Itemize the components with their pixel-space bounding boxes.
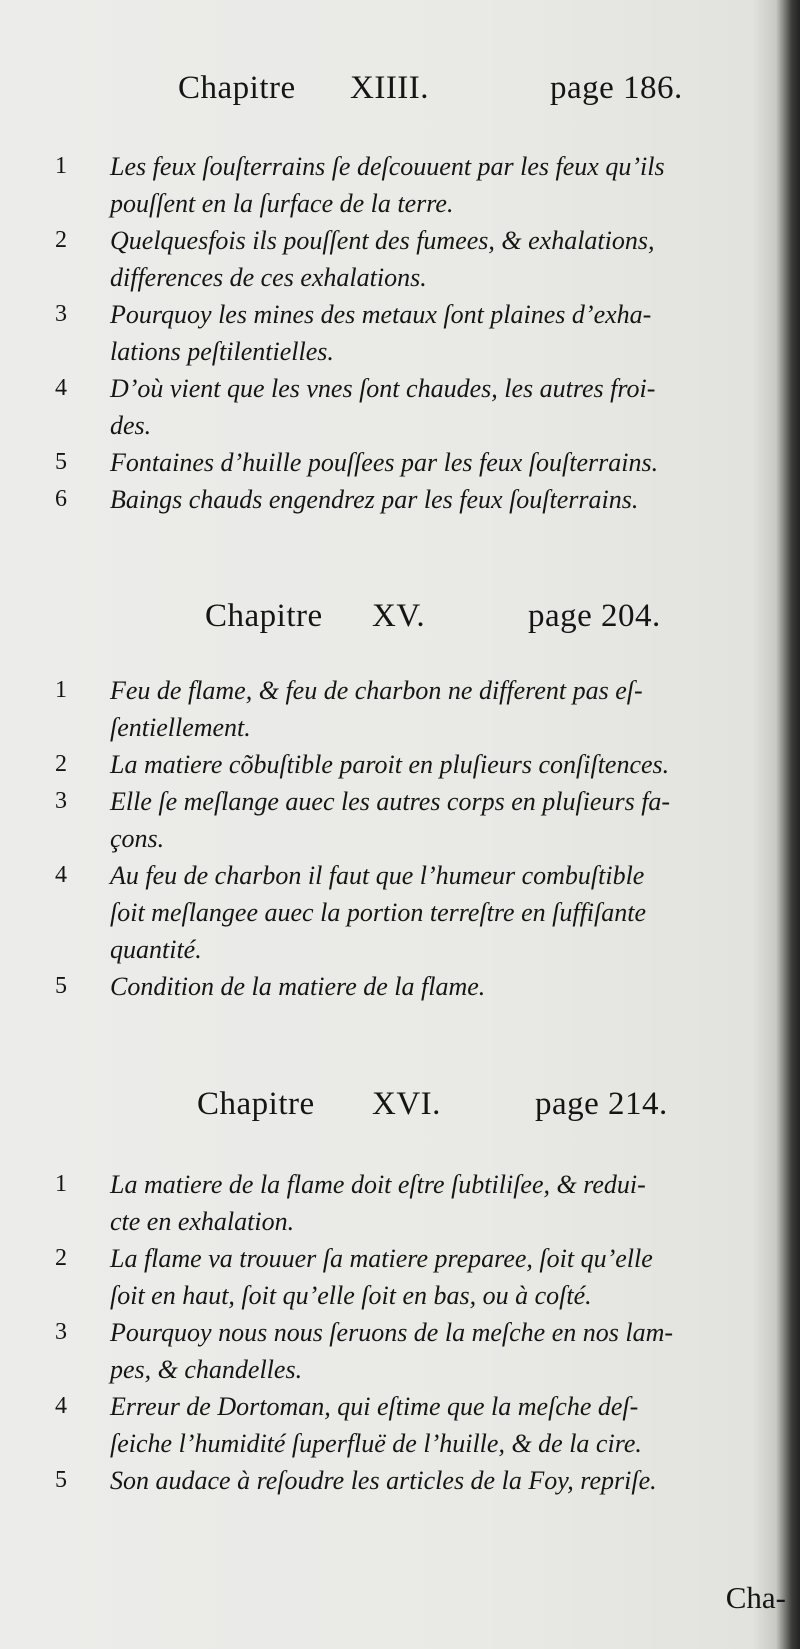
item-line: cte en exhalation. [110, 1207, 295, 1236]
list-item [55, 672, 790, 746]
item-line: pes, & chandelles. [110, 1355, 303, 1384]
item-line: La matiere de la flame doit eſtre ſubtiliſee, & redui- [110, 1170, 646, 1199]
item-line: lations peſtilentielles. [110, 337, 334, 366]
list-item [55, 1166, 790, 1240]
chapter-numeral: XV. [372, 598, 426, 634]
list-item [55, 968, 790, 1005]
item-line: Erreur de Dortoman, qui eſtime que la meſche deſ- [110, 1392, 639, 1421]
item-number: 3 [55, 301, 67, 327]
list-item [55, 148, 790, 222]
item-line: ſentiellement. [110, 713, 251, 742]
list-item [55, 370, 790, 444]
chapter-page: page 204. [528, 598, 661, 634]
item-line: Son audace à reſoudre les articles de la Foy, repriſe. [110, 1466, 657, 1495]
item-line: La matiere cõbuſtible paroit en pluſieurs conſiſtences. [110, 750, 670, 779]
chapter-summary-list [55, 148, 790, 518]
item-line: ſeiche l’humidité ſuperfluë de l’huille, & de la cire. [110, 1429, 642, 1458]
item-number: 4 [55, 862, 67, 888]
item-line: Baings chauds engendrez par les feux ſouſterrains. [110, 485, 639, 514]
item-number: 4 [55, 1393, 67, 1419]
item-line: Fontaines d’huille pouſſees par les feux ſouſterrains. [110, 448, 659, 477]
chapter-numeral: XIIII. [350, 70, 430, 106]
chapter-title: Chapitre [178, 70, 296, 106]
list-item [55, 783, 790, 857]
list-item [55, 857, 790, 968]
item-number: 5 [55, 973, 67, 999]
chapter-title: Chapitre [197, 1086, 315, 1122]
catchword: Cha- [725, 1580, 786, 1615]
item-number: 1 [55, 1171, 67, 1197]
chapter-numeral: XVI. [372, 1086, 441, 1122]
item-line: Elle ſe meſlange auec les autres corps en pluſieurs fa- [110, 787, 671, 816]
item-line: Pourquoy nous nous ſeruons de la meſche en nos lam- [110, 1318, 674, 1347]
item-number: 6 [55, 486, 67, 512]
list-item [55, 444, 790, 481]
item-line: ſoit meſlangee auec la portion terreſtre en ſuffiſante [110, 898, 647, 927]
item-line: La flame va trouuer ſa matiere preparee, ſoit qu’elle [110, 1244, 653, 1273]
chapter-page: page 214. [535, 1086, 668, 1122]
list-item [55, 1462, 790, 1499]
list-item [55, 481, 790, 518]
list-item [55, 296, 790, 370]
item-number: 1 [55, 153, 67, 179]
item-line: differences de ces exhalations. [110, 263, 427, 292]
item-number: 5 [55, 449, 67, 475]
item-line: D’où vient que les vnes ſont chaudes, les autres froi- [110, 374, 656, 403]
item-line: Feu de flame, & feu de charbon ne different pas eſ- [110, 676, 643, 705]
chapter-summary-list [55, 1166, 790, 1499]
item-line: Pourquoy les mines des metaux ſont plaines d’exha- [110, 300, 652, 329]
list-item [55, 746, 790, 783]
item-line: Les feux ſouſterrains ſe deſcouuent par les feux qu’ils [110, 152, 665, 181]
item-number: 2 [55, 227, 67, 253]
list-item [55, 222, 790, 296]
item-line: çons. [110, 824, 165, 853]
item-line: pouſſent en la ſurface de la terre. [110, 189, 454, 218]
item-number: 2 [55, 751, 67, 777]
chapter-page: page 186. [550, 70, 683, 106]
chapter-title: Chapitre [205, 598, 323, 634]
item-number: 5 [55, 1467, 67, 1493]
item-line: Au feu de charbon il faut que l’humeur combuſtible [110, 861, 645, 890]
item-number: 3 [55, 788, 67, 814]
list-item [55, 1388, 790, 1462]
item-line: ſoit en haut, ſoit qu’elle ſoit en bas, ou à coſté. [110, 1281, 592, 1310]
item-line: Quelquesfois ils pouſſent des fumees, & exhalations, [110, 226, 655, 255]
list-item [55, 1240, 790, 1314]
item-line: quantité. [110, 935, 202, 964]
item-number: 4 [55, 375, 67, 401]
item-line: des. [110, 411, 152, 440]
chapter-summary-list [55, 672, 790, 1005]
item-number: 1 [55, 677, 67, 703]
list-item [55, 1314, 790, 1388]
item-number: 2 [55, 1245, 67, 1271]
item-number: 3 [55, 1319, 67, 1345]
item-line: Condition de la matiere de la flame. [110, 972, 486, 1001]
